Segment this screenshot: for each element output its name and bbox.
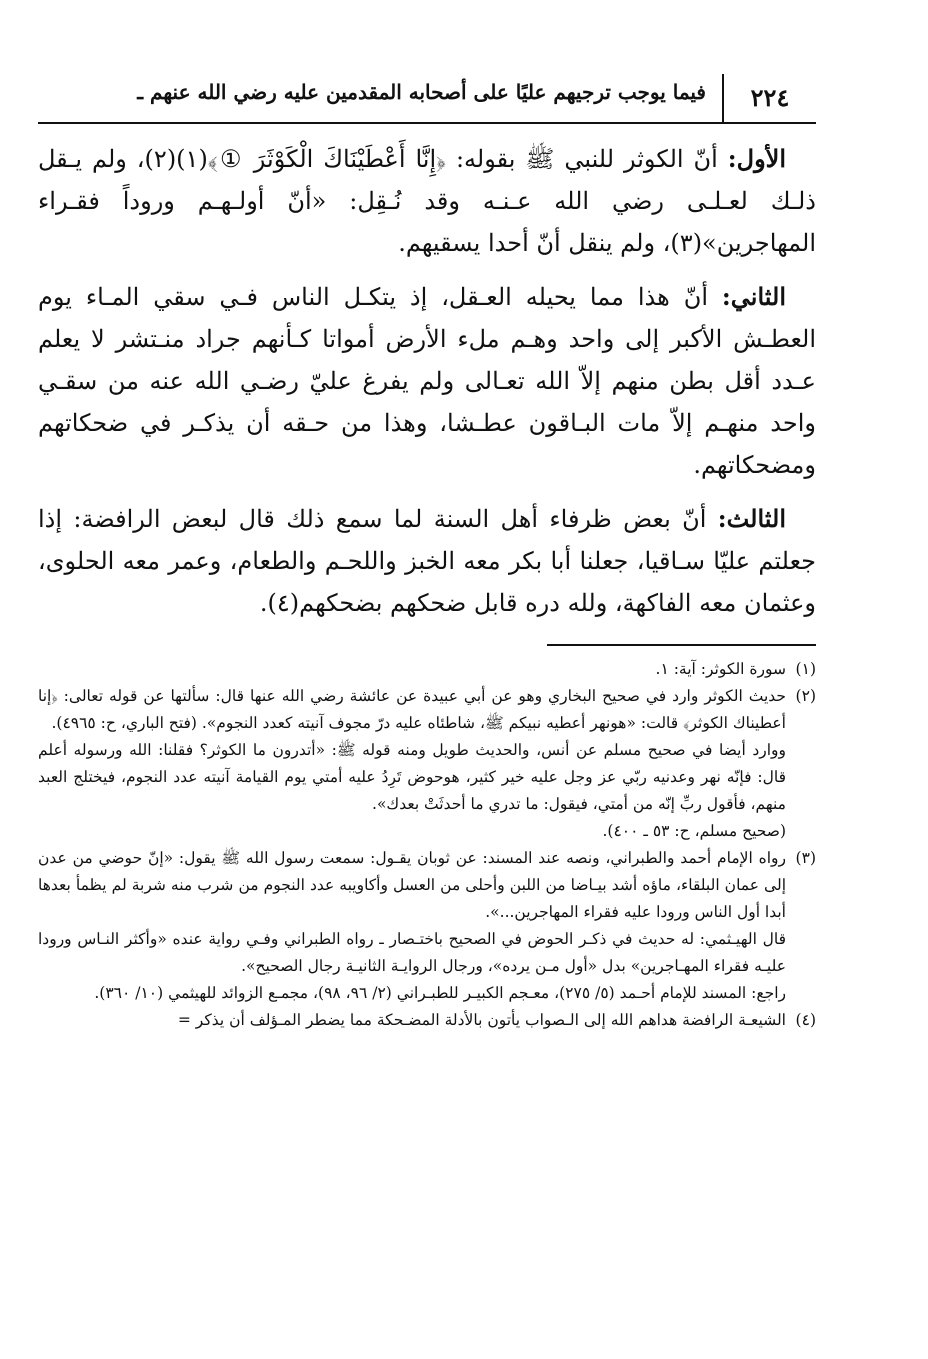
footnote-body xyxy=(38,1007,786,1034)
paragraph-lead: الأول: xyxy=(727,144,787,173)
footnote-line: (صحيح مسلم، ح: ٥٣ ـ ٤٠٠). xyxy=(602,822,786,840)
footnote-line: رواه الإمام أحمد والطبراني، ونصه عند المسند: عن ثوبان يقـول: سمعت رسول الله ﷺ يقول: «إنّ حوضي من عدن إلى عمان البلقاء، ماؤه أشد بيـاضا من اللبن وأحلى من العسل وأكاويبه عدد النجوم من شرب منه شربة لم يظمأ بعدها أبدا أول الناس ورودا عليه فقراء المهاجرين...». xyxy=(38,849,786,921)
footnote-body xyxy=(38,845,786,1007)
footnote-line: سورة الكوثر: آية: ١. xyxy=(655,660,786,678)
footnote-body xyxy=(38,683,786,845)
running-title: فيما يوجب ترجيهم عليًا على أصحابه المقدمين عليه رضي الله عنهم ـ xyxy=(137,80,706,104)
paragraph-first xyxy=(38,138,816,264)
footnote-number: (٤) xyxy=(795,1011,816,1029)
page-number: ٢٢٤ xyxy=(722,74,816,122)
footnote-line: ووارد أيضا في صحيح مسلم عن أنس، والحديث طويل ومنه قوله ﷺ: «أتدرون ما الكوثر؟ فقلنا: الله ورسوله أعلم قال: فإنّه نهر وعدنيه ربّي عز وجل عليه خير كثير، هوحوض تَرِدُ عليه أمتي يوم القيامة آنيته عدد النجوم، فيختلج العبد منهم، فأقول ربِّ إنّه من أمتي، فيقول: ما تدري ما أحدثَتْ بعدك». xyxy=(38,741,786,813)
footnote-number: (٢) xyxy=(795,687,816,705)
paragraph-lead: الثاني: xyxy=(721,282,786,311)
paragraph-lead: الثالث: xyxy=(717,504,786,533)
page-header xyxy=(38,70,816,124)
footnote-line: حديث الكوثر وارد في صحيح البخاري وهو عن أبي عبيدة عن عائشة رضي الله عنها قال: سألتها عن قوله تعالى: ﴿إنا أعطيناك الكوثر﴾ قالت: «هونهر أعطيه نبيكم ﷺ، شاطئاه عليه درّ مجوف آنيته كعدد النجوم». (فتح الباري، ح: ٤٩٦٥). xyxy=(38,687,786,732)
footnote-line: الشيعـة الرافضة هداهم الله إلى الـصواب يأتون بالأدلة المضـحكة مما يضطر المـؤلف أن يذكر = xyxy=(177,1011,786,1029)
footnote-line: راجع: المسند للإمام أحـمد (٥/ ٢٧٥)، معـجم الكبيـر للطبـراني (٢/ ٩٦، ٩٨)، مجمـع الزوائد للهيثمي (١٠/ ٣٦٠). xyxy=(94,984,786,1002)
main-text xyxy=(38,138,816,636)
paragraph-text: أنّ هذا مما يحيله العـقل، إذ يتكـل الناس فـي سقي المـاء يوم العطـش الأكبر إلى واحد وهـم ملء الأرض أمواتا كـأنهم جراد منـتشر لا يعلم عـدد أقل بطن منهم إلاّ الله تعـالى ولم يفرغ عليّ رضـي الله عنه من سقـي واحد منهـم إلاّ مات البـاقون عطـشا، وهذا من حـقه أن يذكـر في ضحكاتهم ومضحكاتهم. xyxy=(38,283,816,479)
footnote-2 xyxy=(38,683,816,845)
footnotes xyxy=(38,656,816,1034)
paragraph-third xyxy=(38,498,816,624)
footnote-4 xyxy=(38,1007,816,1034)
footnote-number: (٣) xyxy=(795,849,816,867)
footnote-3 xyxy=(38,845,816,1007)
footnote-number: (١) xyxy=(795,660,816,678)
footnote-separator xyxy=(547,644,816,646)
footnote-1 xyxy=(38,656,816,683)
paragraph-text: أنّ الكوثر للنبي ﷺ بقوله: ﴿إِنَّا أَعْطَيْنَاكَ الْكَوْثَرَ ①﴾(١)(٢)، ولم يـقل ذلـك لعـلـى رضي الله عـنـه وقد نُـقِل: «أنّ أولـهـم وروداً فقـراء المهاجرين»(٣)، ولم ينقل أنّ أحدا يسقيهم. xyxy=(38,145,816,257)
paragraph-text: أنّ بعض ظرفاء أهل السنة لما سمع ذلك قال لبعض الرافضة: إذا جعلتم عليّا سـاقيا، جعلنا أبا بكر معه الخبز واللحـم والطعام، وعمر معه الحلوى، وعثمان معه الفاكهة، ولله دره قابل ضحكهم بضحكهم(٤). xyxy=(38,505,816,617)
paragraph-second xyxy=(38,276,816,486)
footnote-line: قال الهيـثمي: له حديث في ذكـر الحوض في الصحيح باختـصار ـ رواه الطبراني وفـي رواية عنده «وأكثر النـاس ورودا عليـه فقراء المهـاجرين» بدل «أول مـن يرده»، ورجال الروايـة الثانيـة رجال الصحيح». xyxy=(38,930,786,975)
footnote-body xyxy=(38,656,786,683)
